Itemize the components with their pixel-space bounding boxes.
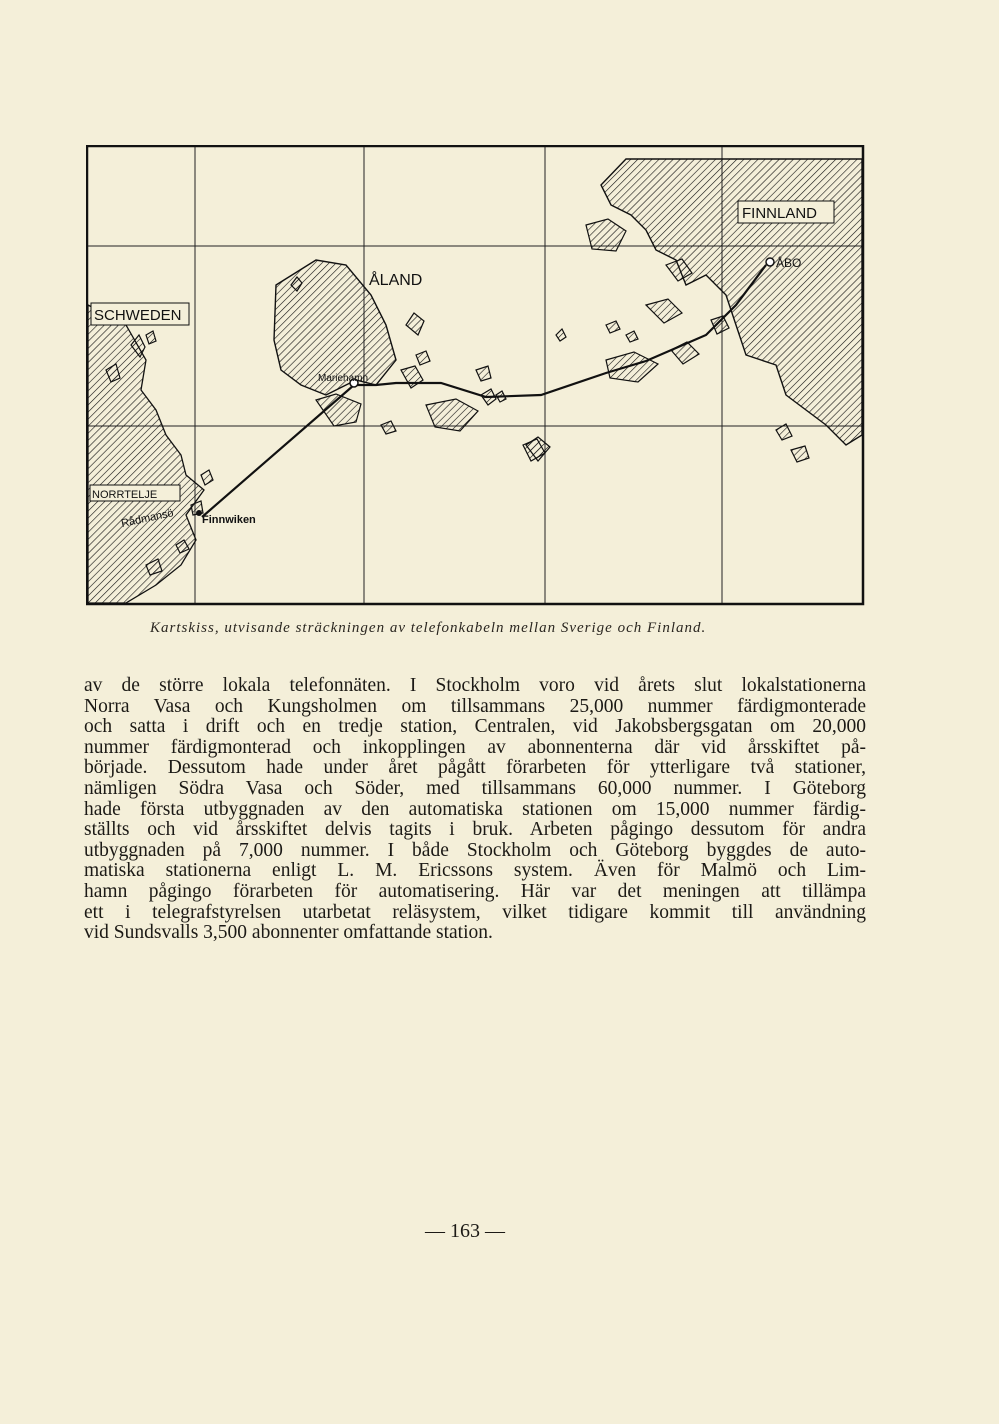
body-line: började. Dessutom hade under året pågått förarbeten för ytterligare två stationer,	[84, 757, 866, 779]
body-line: Norra Vasa och Kungsholmen om tillsammans 25,000 nummer färdigmonterade	[84, 695, 866, 717]
body-line: hamn pågingo förarbeten för automatisering. Här var det meningen att tillämpa	[84, 880, 866, 902]
body-line: ställts och vid årsskiftet delvis tagits i bruk. Arbeten pågingo dessutom för andra	[84, 819, 866, 841]
label-mariehamn: Mariehamn	[318, 373, 369, 384]
label-aland: ÅLAND	[369, 272, 423, 289]
body-line: matiska stationerna enligt L. M. Ericssons system. Även för Malmö och Lim-	[84, 860, 866, 882]
body-line: utbyggnaden på 7,000 nummer. I både Stockholm och Göteborg byggdes de auto-	[84, 839, 866, 861]
label-finland: FINNLAND	[742, 205, 818, 222]
body-line: och satta i drift och en tredje station, Centralen, vid Jakobsbergsgatan om 20,000	[84, 716, 866, 738]
abo-marker	[766, 258, 774, 266]
map-caption: Kartskiss, utvisande sträckningen av telefonkabeln mellan Sverige och Finland.	[150, 620, 707, 636]
label-norrtalje: NORRTELJE	[92, 489, 158, 501]
label-finnwiken: Finnwiken	[202, 514, 256, 526]
body-line: hade första utbyggnaden av den automatiska stationen om 15,000 nummer färdig-	[84, 798, 866, 820]
body-line: av de större lokala telefonnäten. I Stockholm voro vid årets slut lokalstationerna	[84, 675, 866, 696]
page-number: — 163 —	[425, 1220, 505, 1242]
label-sweden: SCHWEDEN	[94, 307, 182, 324]
body-line: vid Sundsvalls 3,500 abonnenter omfattande station.	[84, 922, 493, 944]
body-line: ett i telegrafstyrelsen utarbetat reläsystem, vilket tidigare kommit till användning	[84, 901, 866, 923]
label-abo: ÅBO	[776, 256, 802, 270]
body-paragraph	[84, 676, 866, 944]
label-radmanso: Rådmansö	[120, 507, 175, 530]
body-line: nämligen Södra Vasa och Söder, med tillsammans 60,000 nummer. I Göteborg	[84, 777, 866, 799]
map-sketch	[86, 145, 866, 607]
body-line: nummer färdigmonterad och inkopplingen av abonnenterna där vid årsskiftet på-	[84, 736, 866, 758]
